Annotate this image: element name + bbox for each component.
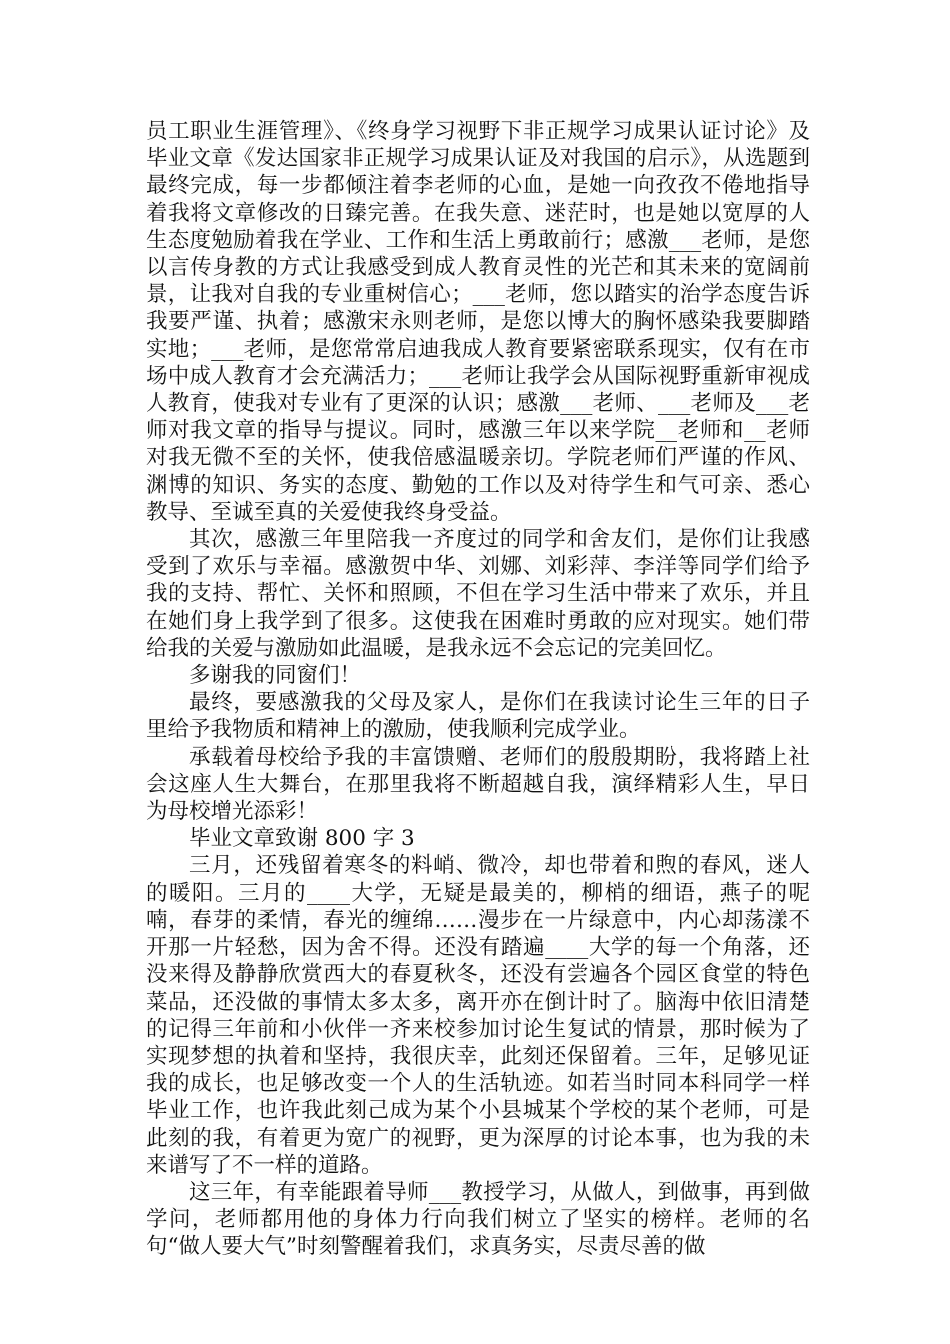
paragraph-closing: 承载着母校给予我的丰富馈赠、老师们的殷殷期盼，我将踏上社会这座人生大舞台，在那里我将不断超越自我，演绎精彩人生，早日为母校增光添彩！ [146,744,810,825]
document-body [146,118,810,1261]
paragraph-acknowledge-teachers: 员工职业生涯管理》、《终身学习视野下非正规学习成果认证讨论》及毕业文章《发达国家非正规学习成果认证及对我国的启示》，从选题到最终完成，每一步都倾注着李老师的心血，是她一向孜孜不倦地指导着我将文章修改的日臻完善。在我失意、迷茫时，也是她以宽厚的人生态度勉励着我在学业、工作和生活上勇敢前行；感激___老师，是您以言传身教的方式让我感受到成人教育灵性的光芒和其未来的宽阔前景，让我对自我的专业重树信心；___老师，您以踏实的治学态度告诉我要严谨、执着；感激宋永则老师，是您以博大的胸怀感染我要脚踏实地；___老师，是您常常启迪我成人教育要紧密联系现实，仅有在市场中成人教育才会充满活力；___老师让我学会从国际视野重新审视成人教育，使我对专业有了更深的认识；感激___老师、___老师及___老师对我文章的指导与提议。同时，感激三年以来学院__老师和__老师对我无微不至的关怀，使我倍感温暖亲切。学院老师们严谨的作风、渊博的知识、务实的态度、勤勉的工作以及对待学生和气可亲、悉心教导、至诚至真的关爱使我终身受益。 [146,119,810,525]
paragraph-thanks-classmates: 多谢我的同窗们！ [189,663,362,689]
paragraph-march-reflection: 三月，还残留着寒冬的料峭、微冷，却也带着和煦的春风，迷人的暖阳。三月的____大学，无疑是最美的，柳梢的细语，燕子的呢喃，春芽的柔情，春光的缠绵……漫步在一片绿意中，内心却荡漾不开那一片轻愁，因为舍不得。还没有踏遍____大学的每一个角落，还没来得及静静欣赏西大的春夏秋冬，还没有尝遍各个园区食堂的特色菜品，还没做的事情太多太多，离开亦在倒计时了。脑海中依旧清楚的记得三年前和小伙伴一齐来校参加讨论生复试的情景，那时候为了实现梦想的执着和坚持，我很庆幸，此刻还保留着。三年，足够见证我的成长，也足够改变一个人的生活轨迹。如若当时同本科同学一样毕业工作，也许我此刻己成为某个小县城某个学校的某个老师，可是此刻的我，有着更为宽广的视野，更为深厚的讨论本事，也为我的未来谱写了不一样的道路。 [146,853,810,1178]
paragraph-advisor: 这三年，有幸能跟着导师___教授学习，从做人，到做事，再到做学问，老师都用他的身体力行向我们树立了坚实的榜样。老师的名句“做人要大气”时刻警醒着我们，求真务实，尽责尽善的做 [146,1179,810,1260]
paragraph-acknowledge-family: 最终，要感激我的父母及家人，是你们在我读讨论生三年的日子里给予我物质和精神上的激励，使我顺利完成学业。 [146,690,810,743]
section-heading: 毕业文章致谢 800 字 3 [189,826,415,852]
paragraph-acknowledge-classmates: 其次，感激三年里陪我一齐度过的同学和舍友们，是你们让我感受到了欢乐与幸福。感激贺中华、刘娜、刘彩萍、李洋等同学们给予我的支持、帮忙、关怀和照顾，不但在学习生活中带来了欢乐，并且在她们身上我学到了很多。这使我在困难时勇敢的应对现实。她们带给我的关爱与激励如此温暖，是我永远不会忘记的完美回忆。 [146,527,810,661]
